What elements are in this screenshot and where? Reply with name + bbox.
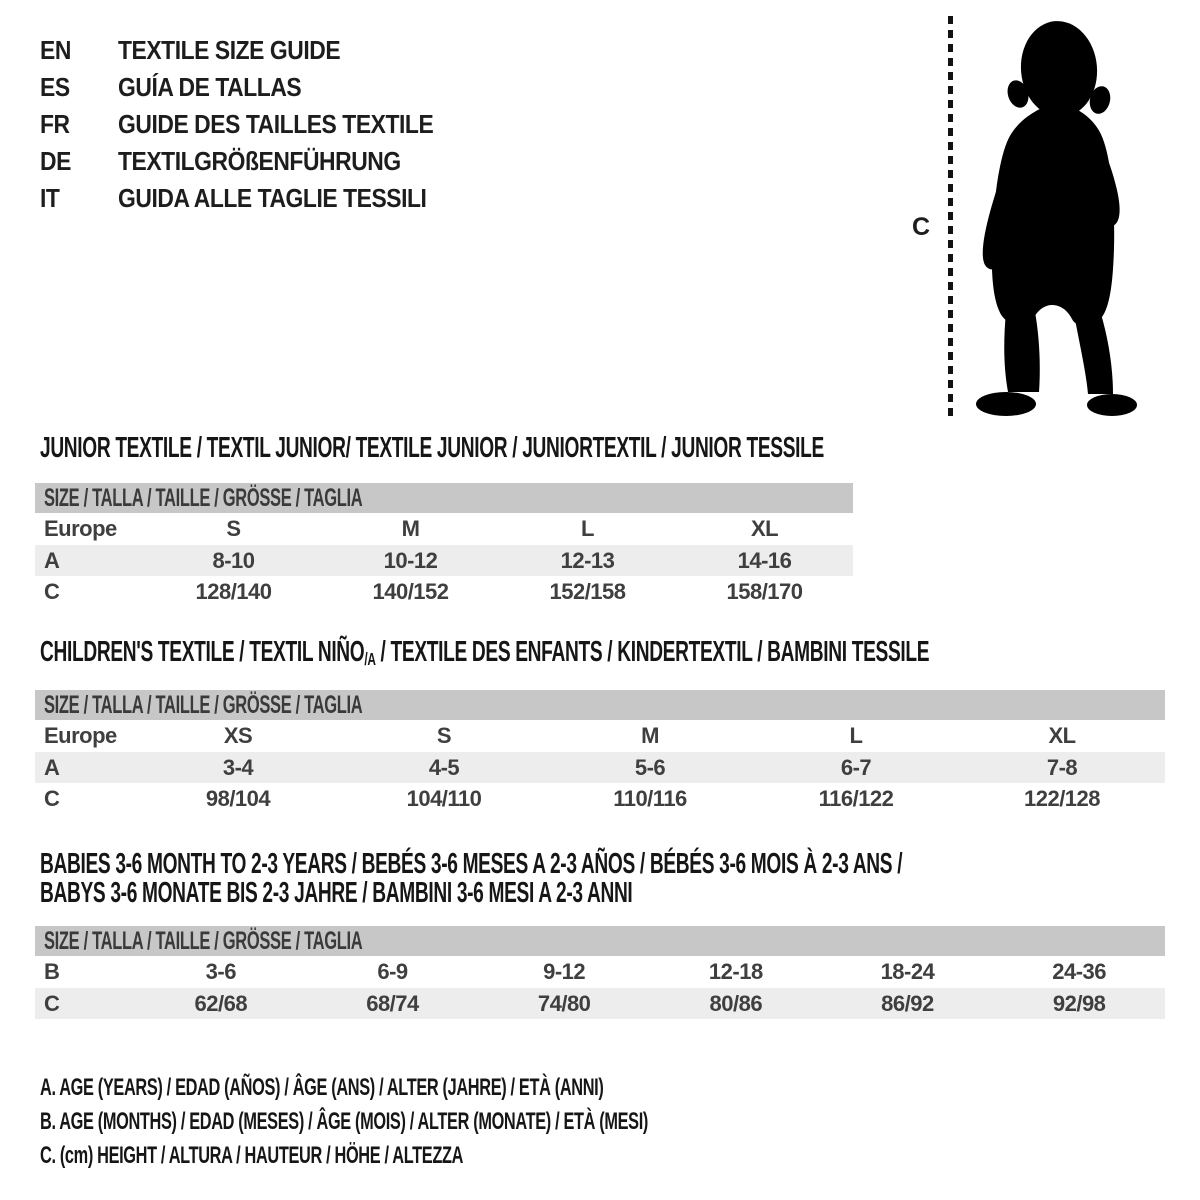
babies-section-title [40, 850, 902, 908]
size-header-label: SIZE / TALLA / TAILLE / GRÖSSE / TAGLIA [44, 926, 363, 955]
height-measure-label: C [912, 213, 931, 241]
table-cell: 152/158 [549, 578, 626, 604]
size-header-label: SIZE / TALLA / TAILLE / GRÖSSE / TAGLIA [44, 483, 363, 512]
babies-title-line1: BABIES 3-6 MONTH TO 2-3 YEARS / BEBÉS 3-6 MESES A 2-3 AÑOS / BÉBÉS 3-6 MOIS À 2-3 ANS / [40, 848, 903, 880]
children-title-text: / TEXTILE DES ENFANTS / KINDERTEXTIL / BAMBINI TESSILE [375, 636, 930, 668]
table-row [35, 513, 853, 545]
table-row [35, 988, 1165, 1019]
language-row-fr [40, 108, 476, 145]
junior-section-title: JUNIOR TEXTILE / TEXTIL JUNIOR/ TEXTILE JUNIOR / JUNIORTEXTIL / JUNIOR TESSILE [40, 432, 824, 464]
table-cell: 3-4 [222, 754, 254, 780]
table-row [35, 720, 1165, 752]
table-cell: 74/80 [537, 990, 591, 1016]
table-cell: 6-7 [840, 754, 872, 780]
table-cell: S [226, 516, 241, 541]
table-cell: 10-12 [383, 547, 438, 573]
language-code: EN [40, 35, 71, 65]
table-cell: 8-10 [212, 547, 255, 573]
language-code: IT [40, 183, 60, 213]
table-row [35, 752, 1165, 783]
language-label: TEXTILE SIZE GUIDE [118, 35, 341, 65]
table-cell: 18-24 [880, 959, 935, 984]
language-row-it [40, 182, 476, 219]
table-cell: XL [1048, 723, 1076, 748]
table-cell: L [581, 516, 594, 541]
row-label: B [44, 959, 60, 984]
table-cell: 24-36 [1052, 959, 1107, 984]
row-label: C [44, 990, 60, 1016]
table-cell: 68/74 [366, 990, 419, 1016]
legend [40, 1071, 648, 1173]
language-label: GUÍA DE TALLAS [118, 72, 302, 102]
table-cell: 12-18 [708, 959, 763, 984]
children-section-title [40, 638, 929, 670]
table-row [35, 956, 1165, 988]
table-cell: 62/68 [194, 990, 248, 1016]
height-measure-dashed-line [948, 16, 953, 418]
table-cell: 92/98 [1052, 990, 1106, 1016]
table-cell: 14-16 [737, 547, 792, 573]
table-cell: 110/116 [613, 785, 687, 811]
table-cell: 86/92 [881, 990, 934, 1016]
language-code: FR [40, 109, 70, 139]
table-cell: 158/170 [726, 578, 803, 604]
table-cell: 7-8 [1046, 754, 1078, 780]
table-cell: 104/110 [406, 785, 482, 811]
table-cell: 116/122 [818, 785, 894, 811]
row-label: C [44, 785, 60, 811]
language-list [40, 34, 476, 219]
babies-size-section [35, 926, 1165, 1019]
table-row [35, 545, 853, 576]
table-cell: S [436, 723, 452, 748]
legend-line-height: C. (cm) HEIGHT / ALTURA / HAUTEUR / HÖHE / ALTEZZA [40, 1142, 464, 1169]
row-label: Europe [44, 516, 117, 541]
language-code: ES [40, 72, 70, 102]
junior-size-table [35, 513, 853, 607]
children-title-subscript: /A [364, 648, 376, 669]
language-row-en [40, 34, 476, 71]
language-label: TEXTILGRÖßENFÜHRUNG [118, 146, 401, 176]
size-header-label: SIZE / TALLA / TAILLE / GRÖSSE / TAGLIA [44, 690, 363, 719]
children-size-section [35, 690, 1165, 814]
table-cell: 3-6 [205, 959, 236, 984]
table-cell: 122/128 [1023, 785, 1101, 811]
language-label: GUIDE DES TAILLES TEXTILE [118, 109, 434, 139]
table-row [35, 783, 1165, 814]
babies-size-table [35, 956, 1165, 1019]
children-table-header [35, 690, 1165, 720]
legend-line-age-months: B. AGE (MONTHS) / EDAD (MESES) / ÂGE (MOIS) / ALTER (MONATE) / ETÀ (MESI) [40, 1108, 649, 1135]
baby-silhouette-icon [962, 14, 1142, 418]
language-code: DE [40, 146, 71, 176]
table-cell: 5-6 [634, 754, 666, 780]
table-cell: M [641, 723, 659, 748]
junior-size-section [35, 483, 853, 607]
table-cell: 6-9 [377, 959, 408, 984]
table-cell: 80/86 [709, 990, 763, 1016]
row-label: C [44, 578, 60, 604]
language-row-de [40, 145, 476, 182]
table-cell: 98/104 [205, 785, 271, 811]
row-label: A [44, 754, 60, 780]
babies-title-line2: BABYS 3-6 MONATE BIS 2-3 JAHRE / BAMBINI 3-6 MESI A 2-3 ANNI [40, 877, 633, 909]
table-cell: 12-13 [560, 547, 615, 573]
junior-table-header [35, 483, 853, 513]
table-cell: L [849, 723, 863, 748]
children-size-table [35, 720, 1165, 814]
language-row-es [40, 71, 476, 108]
babies-table-header [35, 926, 1165, 956]
table-cell: 128/140 [195, 578, 272, 604]
legend-line-age-years: A. AGE (YEARS) / EDAD (AÑOS) / ÂGE (ANS) / ALTER (JAHRE) / ETÀ (ANNI) [40, 1074, 604, 1101]
table-cell: M [401, 516, 420, 541]
table-row [35, 576, 853, 607]
children-title-text: CHILDREN'S TEXTILE / TEXTIL NIÑO [40, 636, 365, 668]
row-label: Europe [44, 723, 117, 748]
table-cell: 4-5 [428, 754, 460, 780]
table-cell: XL [750, 516, 779, 541]
language-label: GUIDA ALLE TAGLIE TESSILI [118, 183, 427, 213]
table-cell: 140/152 [372, 578, 449, 604]
table-cell: 9-12 [543, 959, 586, 984]
row-label: A [44, 547, 60, 573]
table-cell: XS [223, 723, 253, 748]
